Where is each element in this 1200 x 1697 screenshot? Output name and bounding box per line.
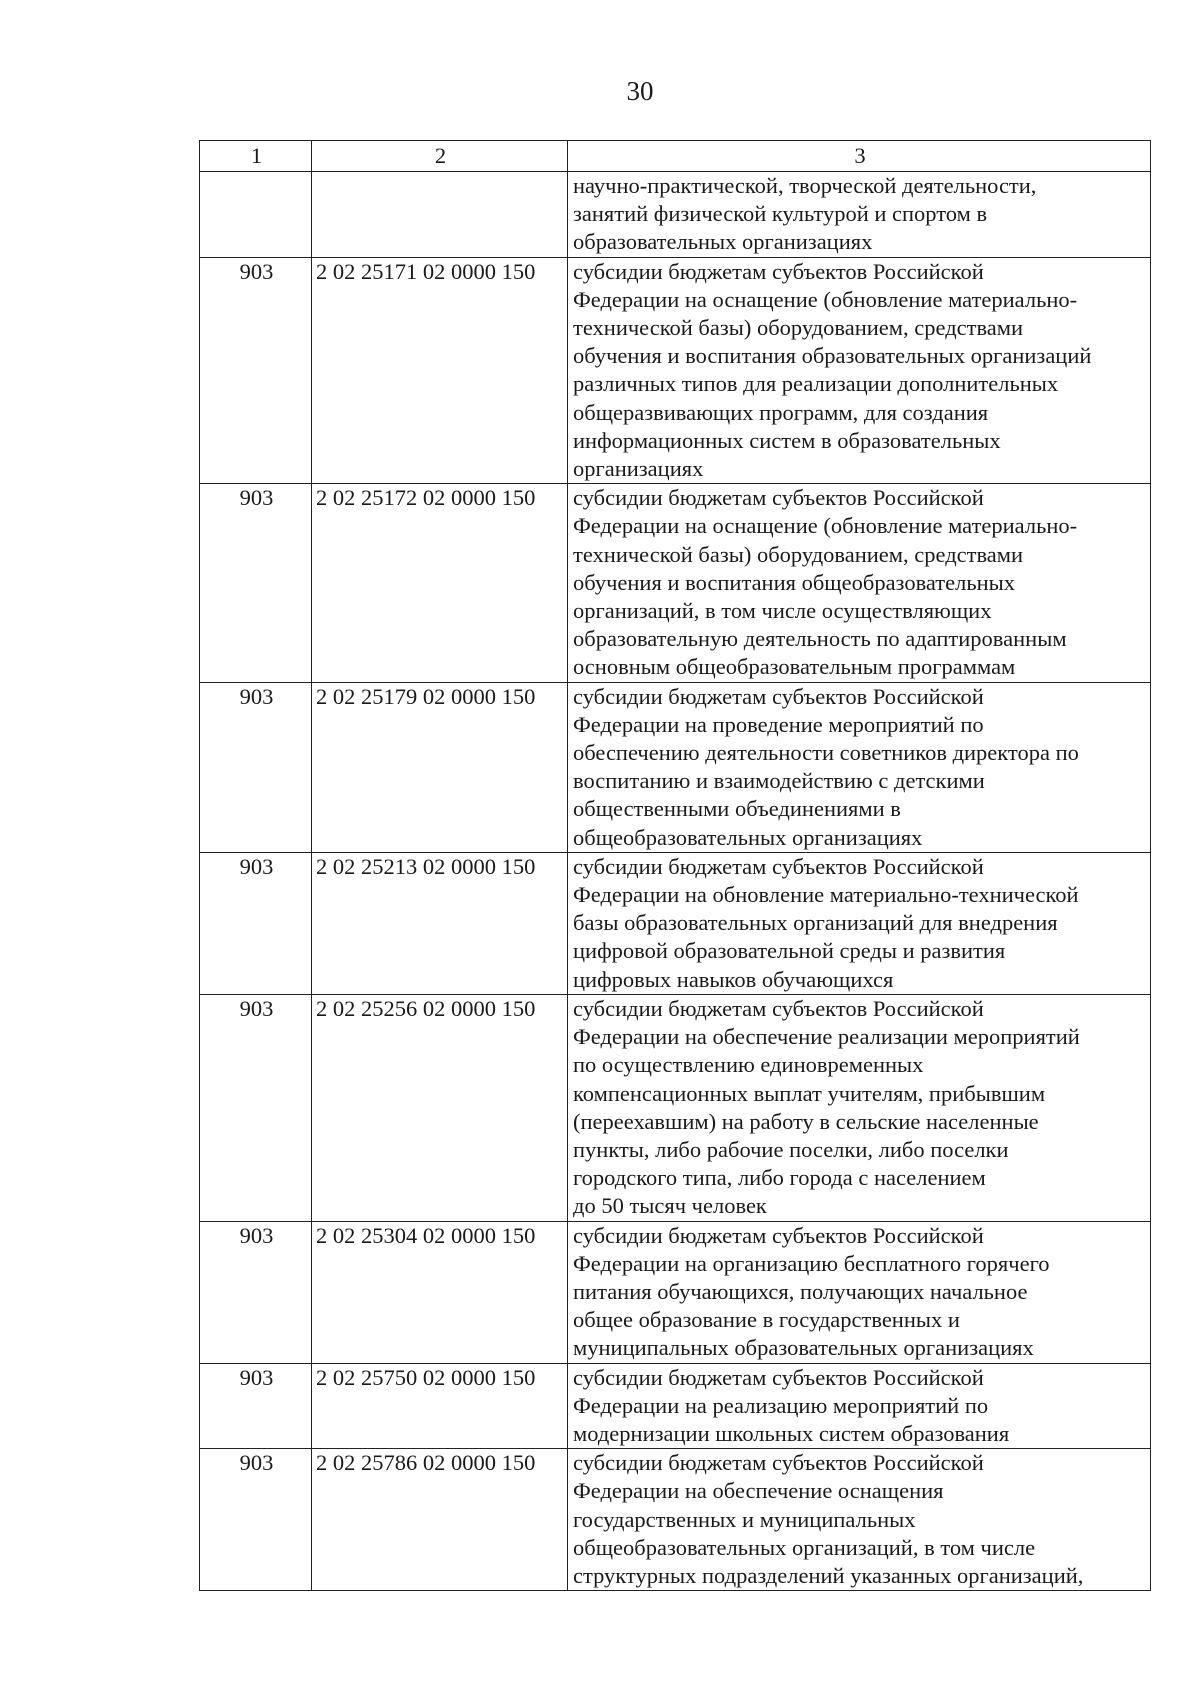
- description-line: компенсационных выплат учителям, прибывшим: [573, 1080, 1046, 1106]
- description-line: питания обучающихся, получающих начальное: [573, 1278, 1028, 1304]
- table-row: [200, 682, 1151, 852]
- description-cell: [568, 172, 1151, 258]
- description-line: субсидии бюджетам субъектов Российской: [573, 1222, 984, 1248]
- description-line: Федерации на обеспечение реализации мероприятий: [573, 1024, 1080, 1050]
- description-line: цифровой образовательной среды и развития: [573, 938, 1006, 964]
- description-line: субсидии бюджетам субъектов Российской: [573, 683, 984, 709]
- description-cell: [568, 852, 1151, 994]
- description-line: научно-практической, творческой деятельности,: [573, 173, 1037, 198]
- page-number-text: 30: [626, 76, 654, 106]
- description-cell: [568, 484, 1151, 682]
- description-line: образовательную деятельность по адаптированным: [573, 626, 1067, 652]
- description-line: по осуществлению единовременных: [573, 1052, 924, 1078]
- table-row: [200, 257, 1151, 484]
- admin-code-cell: [200, 172, 312, 258]
- table-row: [200, 1363, 1151, 1449]
- table-row: [200, 852, 1151, 994]
- admin-code-cell: 903: [200, 994, 312, 1221]
- budget-code-cell: 2 02 25256 02 0000 150: [312, 994, 568, 1221]
- description-cell: [568, 1449, 1151, 1591]
- description-line: технической базы) оборудованием, средствами: [573, 541, 1024, 567]
- description-line: государственных и муниципальных: [573, 1506, 916, 1532]
- description-line: общеобразовательных организациях: [573, 824, 923, 850]
- description-cell: [568, 257, 1151, 484]
- description-line: обеспечению деятельности советников директора по: [573, 740, 1079, 766]
- description-line: Федерации на реализацию мероприятий по: [573, 1392, 989, 1418]
- description-line: занятий физической культурой и спортом в: [573, 201, 988, 227]
- description-line: технической базы) оборудованием, средствами: [573, 315, 1024, 341]
- description-line: субсидии бюджетам субъектов Российской: [573, 853, 984, 879]
- description-line: общее образование в государственных и: [573, 1307, 960, 1333]
- budget-code-cell: 2 02 25171 02 0000 150: [312, 257, 568, 484]
- description-line: субсидии бюджетам субъектов Российской: [573, 485, 984, 511]
- description-cell: [568, 682, 1151, 852]
- admin-code-cell: 903: [200, 1449, 312, 1591]
- admin-code-cell: 903: [200, 1221, 312, 1363]
- description-line: структурных подразделений указанных организаций,: [573, 1562, 1084, 1588]
- description-line: Федерации на проведение мероприятий по: [573, 711, 984, 737]
- header-col-2: 2: [312, 141, 568, 172]
- budget-code-table: [199, 140, 1151, 1591]
- table-header-row: [200, 141, 1151, 172]
- admin-code-cell: 903: [200, 1363, 312, 1449]
- description-line: модернизации школьных систем образования: [573, 1420, 1010, 1446]
- description-line: Федерации на оснащение (обновление материально-: [573, 286, 1078, 312]
- description-line: субсидии бюджетам субъектов Российской: [573, 258, 984, 284]
- table-row: [200, 484, 1151, 682]
- table-row: [200, 172, 1151, 258]
- admin-code-cell: 903: [200, 682, 312, 852]
- page-number: [0, 76, 1200, 107]
- description-line: обучения и воспитания общеобразовательных: [573, 569, 1016, 595]
- header-col-1: 1: [200, 141, 312, 172]
- description-line: Федерации на обеспечение оснащения: [573, 1478, 944, 1504]
- description-line: Федерации на оснащение (обновление материально-: [573, 513, 1078, 539]
- budget-code-cell: 2 02 25213 02 0000 150: [312, 852, 568, 994]
- description-cell: [568, 994, 1151, 1221]
- table-row: [200, 994, 1151, 1221]
- description-line: общеразвивающих программ, для создания: [573, 399, 989, 425]
- description-line: городского типа, либо города с населением: [573, 1165, 986, 1191]
- description-line: пункты, либо рабочие поселки, либо поселки: [573, 1136, 1009, 1162]
- description-line: до 50 тысяч человек: [573, 1193, 767, 1219]
- admin-code-cell: 903: [200, 852, 312, 994]
- description-line: различных типов для реализации дополнительных: [573, 371, 1059, 397]
- admin-code-cell: 903: [200, 257, 312, 484]
- budget-code-cell: 2 02 25179 02 0000 150: [312, 682, 568, 852]
- description-line: образовательных организациях: [573, 229, 873, 255]
- description-line: общеобразовательных организаций, в том числе: [573, 1534, 1036, 1560]
- admin-code-cell: 903: [200, 484, 312, 682]
- description-line: цифровых навыков обучающихся: [573, 966, 894, 992]
- budget-code-cell: 2 02 25172 02 0000 150: [312, 484, 568, 682]
- description-line: информационных систем в образовательных: [573, 427, 1001, 453]
- description-line: Федерации на организацию бесплатного горячего: [573, 1250, 1050, 1276]
- description-line: воспитанию и взаимодействию с детскими: [573, 768, 985, 794]
- budget-code-cell: [312, 172, 568, 258]
- description-line: Федерации на обновление материально-технической: [573, 882, 1079, 908]
- budget-code-cell: 2 02 25304 02 0000 150: [312, 1221, 568, 1363]
- description-cell: [568, 1363, 1151, 1449]
- description-line: общественными объединениями в: [573, 796, 901, 822]
- description-line: субсидии бюджетам субъектов Российской: [573, 1364, 984, 1390]
- description-line: субсидии бюджетам субъектов Российской: [573, 1450, 984, 1476]
- description-line: организациях: [573, 456, 704, 482]
- description-line: обучения и воспитания образовательных организаций: [573, 343, 1092, 369]
- description-line: основным общеобразовательным программам: [573, 654, 1016, 680]
- header-col-3: 3: [568, 141, 1151, 172]
- table-row: [200, 1449, 1151, 1591]
- table-row: [200, 1221, 1151, 1363]
- description-line: организаций, в том числе осуществляющих: [573, 598, 992, 624]
- description-line: муниципальных образовательных организациях: [573, 1335, 1034, 1361]
- description-line: субсидии бюджетам субъектов Российской: [573, 995, 984, 1021]
- description-cell: [568, 1221, 1151, 1363]
- budget-code-cell: 2 02 25786 02 0000 150: [312, 1449, 568, 1591]
- description-line: (переехавшим) на работу в сельские населенные: [573, 1108, 1039, 1134]
- description-line: базы образовательных организаций для внедрения: [573, 910, 1058, 936]
- budget-code-cell: 2 02 25750 02 0000 150: [312, 1363, 568, 1449]
